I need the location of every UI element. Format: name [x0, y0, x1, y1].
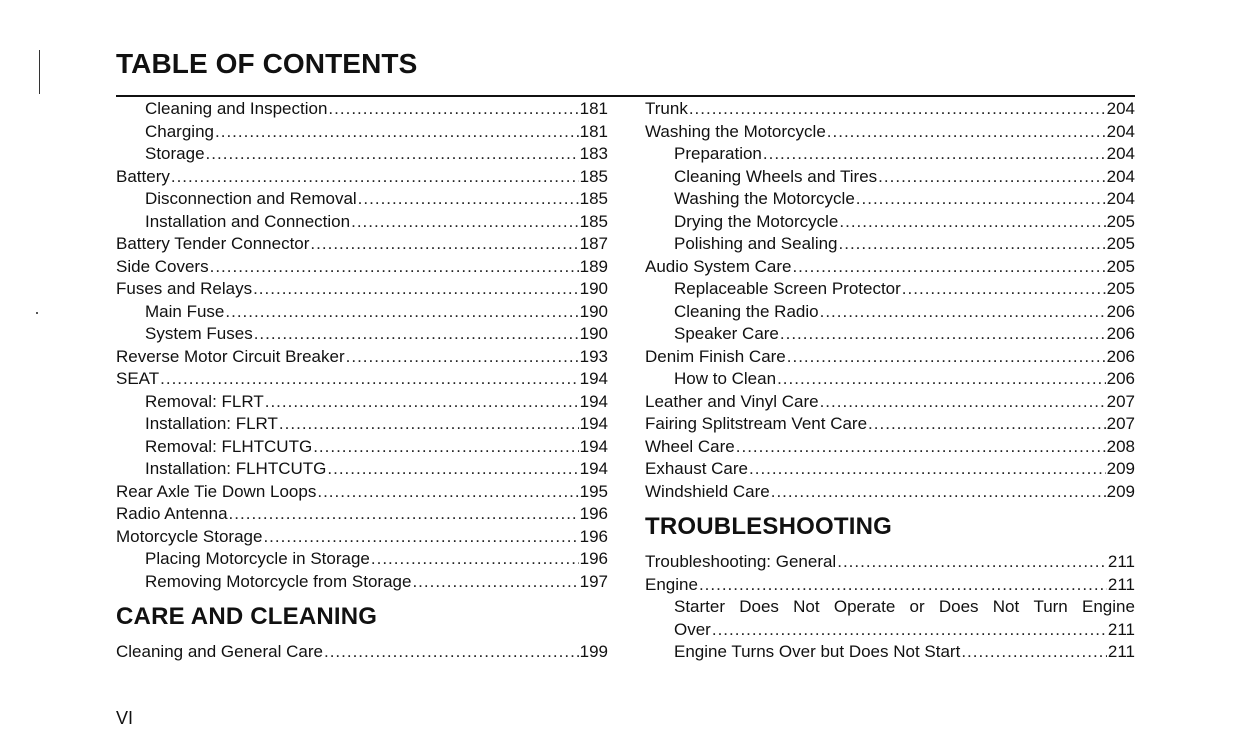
- toc-entry-page: 206: [1106, 324, 1135, 343]
- wrapped-entry-word: Not: [992, 597, 1020, 616]
- toc-entry[interactable]: [645, 368, 1135, 391]
- dot-leader: [371, 548, 579, 571]
- toc-entry-label: Side Covers: [116, 256, 209, 276]
- dot-leader: [279, 413, 579, 436]
- scan-speck: [36, 312, 38, 314]
- toc-entry-label: Drying the Motorcycle: [674, 211, 839, 231]
- toc-entry-label: How to Clean: [674, 369, 777, 388]
- toc-entry-label: Fairing Splitstream Vent Care: [645, 414, 868, 433]
- toc-entry-label: Motorcycle Storage: [116, 526, 263, 546]
- wrapped-entry-second-line: [674, 619, 1135, 642]
- toc-entry-label: Trunk: [645, 99, 688, 118]
- toc-entry-page: 211: [1107, 574, 1135, 594]
- toc-entry[interactable]: [116, 571, 608, 594]
- toc-entry-label: Leather and Vinyl Care: [645, 391, 819, 411]
- toc-entry-label: Removal: FLHTCUTG: [145, 436, 313, 456]
- toc-entry-label: Reverse Motor Circuit Breaker: [116, 346, 345, 366]
- dot-leader: [961, 641, 1107, 664]
- section-heading-troubleshooting: TROUBLESHOOTING: [645, 513, 892, 540]
- dot-leader: [712, 619, 1107, 642]
- toc-entry-label: Placing Motorcycle in Storage: [145, 549, 370, 568]
- toc-entry-label: Engine Turns Over but Does Not Start: [674, 642, 961, 661]
- toc-entry-page: 197: [579, 571, 608, 591]
- dot-leader: [792, 256, 1105, 279]
- wrapped-entry-word: Starter: [674, 597, 726, 616]
- dot-leader: [868, 413, 1106, 436]
- dot-leader: [310, 233, 578, 256]
- toc-entry[interactable]: [645, 278, 1135, 301]
- toc-entry[interactable]: [116, 346, 608, 369]
- toc-entry-page: 211: [1107, 552, 1135, 571]
- dot-leader: [827, 121, 1106, 144]
- left-toc-group-2: [116, 641, 608, 664]
- toc-entry-page: 211: [1107, 619, 1135, 639]
- wrapped-entry-first-line: [674, 596, 1135, 619]
- dot-leader: [689, 98, 1106, 121]
- dot-leader: [346, 346, 579, 369]
- toc-entry-page: 205: [1106, 256, 1135, 276]
- toc-entry-page: 185: [579, 166, 608, 186]
- toc-entry[interactable]: [645, 301, 1135, 324]
- toc-entry[interactable]: [645, 166, 1135, 189]
- dot-leader: [780, 323, 1106, 346]
- dot-leader: [771, 481, 1106, 504]
- right-toc-group-1: [645, 98, 1135, 503]
- toc-entry[interactable]: [116, 323, 608, 346]
- toc-entry[interactable]: [645, 143, 1135, 166]
- toc-entry[interactable]: [116, 526, 608, 549]
- toc-entry-label: Exhaust Care: [645, 459, 748, 478]
- wrapped-entry-word: Does: [938, 597, 979, 616]
- left-toc-group-1: [116, 98, 608, 593]
- dot-leader: [787, 346, 1106, 369]
- toc-entry[interactable]: [645, 481, 1135, 504]
- toc-entry-page: 196: [579, 549, 608, 568]
- toc-entry-page: 204: [1106, 166, 1135, 186]
- wrapped-entry-word: Operate: [833, 597, 896, 616]
- dot-leader: [225, 301, 578, 324]
- dot-leader: [171, 166, 579, 189]
- toc-entry-label: Fuses and Relays: [116, 279, 253, 298]
- toc-entry[interactable]: [645, 346, 1135, 369]
- toc-entry[interactable]: [645, 211, 1135, 234]
- page-number: VI: [116, 708, 134, 728]
- toc-entry-label: Disconnection and Removal: [145, 189, 357, 208]
- toc-entry[interactable]: [116, 368, 608, 391]
- toc-entry-page: 206: [1106, 369, 1135, 388]
- dot-leader: [229, 503, 579, 526]
- toc-entry-page: 204: [1106, 121, 1135, 141]
- toc-entry-page: 204: [1106, 99, 1135, 118]
- toc-entry-label: Installation and Connection: [145, 211, 351, 231]
- toc-entry-label: Windshield Care: [645, 481, 770, 501]
- toc-entry[interactable]: [116, 436, 608, 459]
- toc-entry-label: Installation: FLRT: [145, 414, 278, 433]
- toc-entry-label: Preparation: [674, 144, 762, 163]
- toc-entry-page: 211: [1107, 642, 1135, 661]
- toc-entry[interactable]: [116, 121, 608, 144]
- dot-leader: [749, 458, 1106, 481]
- toc-entry-label: Denim Finish Care: [645, 346, 786, 366]
- toc-entry[interactable]: [645, 551, 1135, 574]
- dot-leader: [839, 233, 1106, 256]
- toc-entry-label: Replaceable Screen Protector: [674, 279, 901, 298]
- wrapped-entry-word: Engine: [1081, 597, 1135, 616]
- toc-entry-label: Installation: FLHTCUTG: [145, 459, 327, 478]
- toc-entry-page: 190: [579, 279, 608, 298]
- toc-entry-starter-does-not-operate[interactable]: [645, 596, 1135, 641]
- toc-entry-page: 195: [579, 481, 608, 501]
- toc-entry-page: 196: [579, 504, 608, 523]
- dot-leader: [324, 641, 579, 664]
- dot-leader: [351, 211, 579, 234]
- page-title: TABLE OF CONTENTS: [116, 48, 418, 79]
- toc-entry-label: Storage: [145, 144, 205, 163]
- wrapped-entry-word: or: [909, 597, 925, 616]
- toc-entry[interactable]: [116, 548, 608, 571]
- toc-entry-page: 205: [1106, 279, 1135, 298]
- toc-entry-page: 194: [579, 414, 608, 433]
- dot-leader: [777, 368, 1106, 391]
- toc-entry[interactable]: [116, 458, 608, 481]
- toc-entry[interactable]: [116, 301, 608, 324]
- toc-entry[interactable]: [116, 641, 608, 664]
- toc-entry[interactable]: [645, 188, 1135, 211]
- dot-leader: [327, 458, 578, 481]
- toc-entry-label: Over: [674, 619, 711, 639]
- toc-entry[interactable]: [645, 121, 1135, 144]
- toc-entry-page: 207: [1106, 414, 1135, 433]
- dot-leader: [878, 166, 1105, 189]
- left-column: [116, 98, 608, 664]
- toc-entry[interactable]: [116, 211, 608, 234]
- toc-entry-label: Cleaning Wheels and Tires: [674, 166, 878, 186]
- toc-entry-label: Charging: [145, 121, 214, 141]
- toc-entry-label: Cleaning and General Care: [116, 642, 323, 661]
- toc-entry[interactable]: [116, 481, 608, 504]
- toc-entry-page: 207: [1106, 391, 1135, 411]
- toc-entry[interactable]: [116, 166, 608, 189]
- toc-entry-page: 194: [579, 369, 608, 388]
- toc-entry[interactable]: [645, 233, 1135, 256]
- toc-entry[interactable]: [645, 256, 1135, 279]
- toc-entry-page: 193: [579, 346, 608, 366]
- toc-entry[interactable]: [116, 413, 608, 436]
- toc-entry-label: Radio Antenna: [116, 504, 228, 523]
- toc-entry-page: 206: [1106, 346, 1135, 366]
- toc-entry-page: 185: [579, 189, 608, 208]
- toc-entry-page: 187: [579, 234, 608, 253]
- toc-entry-page: 205: [1106, 211, 1135, 231]
- toc-entry-label: System Fuses: [145, 324, 253, 343]
- toc-entry-label: Cleaning the Radio: [674, 301, 819, 321]
- dot-leader: [412, 571, 578, 594]
- dot-leader: [253, 278, 579, 301]
- toc-entry-label: Engine: [645, 574, 698, 594]
- toc-entry-page: 185: [579, 211, 608, 231]
- toc-entry-label: Battery Tender Connector: [116, 234, 310, 253]
- toc-entry-label: Main Fuse: [145, 301, 225, 321]
- dot-leader: [839, 211, 1105, 234]
- toc-entry-page: 190: [579, 324, 608, 343]
- toc-entry-page: 196: [579, 526, 608, 546]
- dot-leader: [328, 98, 578, 121]
- toc-entry-page: 194: [579, 436, 608, 456]
- toc-entry-page: 181: [579, 121, 608, 141]
- dot-leader: [763, 143, 1106, 166]
- dot-leader: [206, 143, 579, 166]
- title-rule: [116, 95, 1135, 97]
- dot-leader: [837, 551, 1107, 574]
- dot-leader: [265, 391, 579, 414]
- wrapped-entry-word: Not: [793, 597, 820, 616]
- toc-entry[interactable]: [645, 436, 1135, 459]
- dot-leader: [358, 188, 579, 211]
- toc-entry-label: Battery: [116, 166, 170, 186]
- toc-entry-label: Audio System Care: [645, 256, 792, 276]
- toc-entry[interactable]: [116, 391, 608, 414]
- dot-leader: [317, 481, 578, 504]
- dot-leader: [820, 391, 1106, 414]
- toc-entry-label: Washing the Motorcycle: [674, 189, 855, 208]
- toc-entry-label: Cleaning and Inspection: [145, 99, 328, 118]
- margin-bar: [39, 50, 40, 94]
- toc-entry[interactable]: [645, 458, 1135, 481]
- toc-entry[interactable]: [645, 574, 1135, 597]
- toc-entry[interactable]: [116, 98, 608, 121]
- toc-entry[interactable]: [116, 143, 608, 166]
- toc-entry-page: 194: [579, 459, 608, 478]
- toc-entry-label: SEAT: [116, 369, 160, 388]
- dot-leader: [820, 301, 1106, 324]
- dot-leader: [699, 574, 1107, 597]
- toc-entry-page: 209: [1106, 481, 1135, 501]
- toc-entry-page: 209: [1106, 459, 1135, 478]
- toc-entry-label: Washing the Motorcycle: [645, 121, 826, 141]
- toc-entry-label: Polishing and Sealing: [674, 234, 838, 253]
- toc-entry-label: Rear Axle Tie Down Loops: [116, 481, 317, 501]
- toc-entry-label: Speaker Care: [674, 324, 779, 343]
- wrapped-entry-word: Does: [739, 597, 779, 616]
- toc-entry-page: 205: [1106, 234, 1135, 253]
- right-toc-group-2: [645, 551, 1135, 596]
- dot-leader: [313, 436, 578, 459]
- dot-leader: [210, 256, 579, 279]
- toc-entry[interactable]: [645, 391, 1135, 414]
- toc-entry-label: Removal: FLRT: [145, 391, 264, 411]
- dot-leader: [263, 526, 578, 549]
- toc-entry[interactable]: [116, 256, 608, 279]
- toc-entry[interactable]: [116, 188, 608, 211]
- toc-entry[interactable]: [645, 98, 1135, 121]
- toc-entry-label: Wheel Care: [645, 436, 735, 456]
- dot-leader: [160, 368, 578, 391]
- toc-entry[interactable]: [645, 413, 1135, 436]
- toc-entry-page: 199: [579, 642, 608, 661]
- section-heading-care-and-cleaning: CARE AND CLEANING: [116, 603, 378, 630]
- toc-entry-label: Troubleshooting: General: [645, 552, 837, 571]
- toc-entry[interactable]: [116, 278, 608, 301]
- right-toc-group-3: [645, 641, 1135, 664]
- toc-entry-page: 204: [1106, 144, 1135, 163]
- toc-entry[interactable]: [645, 323, 1135, 346]
- wrapped-entry-word: Turn: [1033, 597, 1068, 616]
- dot-leader: [254, 323, 579, 346]
- toc-entry-page: 189: [579, 256, 608, 276]
- toc-entry[interactable]: [116, 233, 608, 256]
- dot-leader: [736, 436, 1106, 459]
- toc-entry-page: 208: [1106, 436, 1135, 456]
- toc-entry-page: 206: [1106, 301, 1135, 321]
- dot-leader: [902, 278, 1106, 301]
- toc-entry-page: 190: [579, 301, 608, 321]
- toc-entry-page: 183: [579, 144, 608, 163]
- dot-leader: [856, 188, 1106, 211]
- right-column: [645, 98, 1135, 664]
- toc-entry-page: 181: [579, 99, 608, 118]
- toc-entry-page: 194: [579, 391, 608, 411]
- toc-entry[interactable]: [116, 503, 608, 526]
- toc-entry-label: Removing Motorcycle from Storage: [145, 571, 412, 591]
- toc-entry[interactable]: [645, 641, 1135, 664]
- dot-leader: [215, 121, 579, 144]
- toc-entry-page: 204: [1106, 189, 1135, 208]
